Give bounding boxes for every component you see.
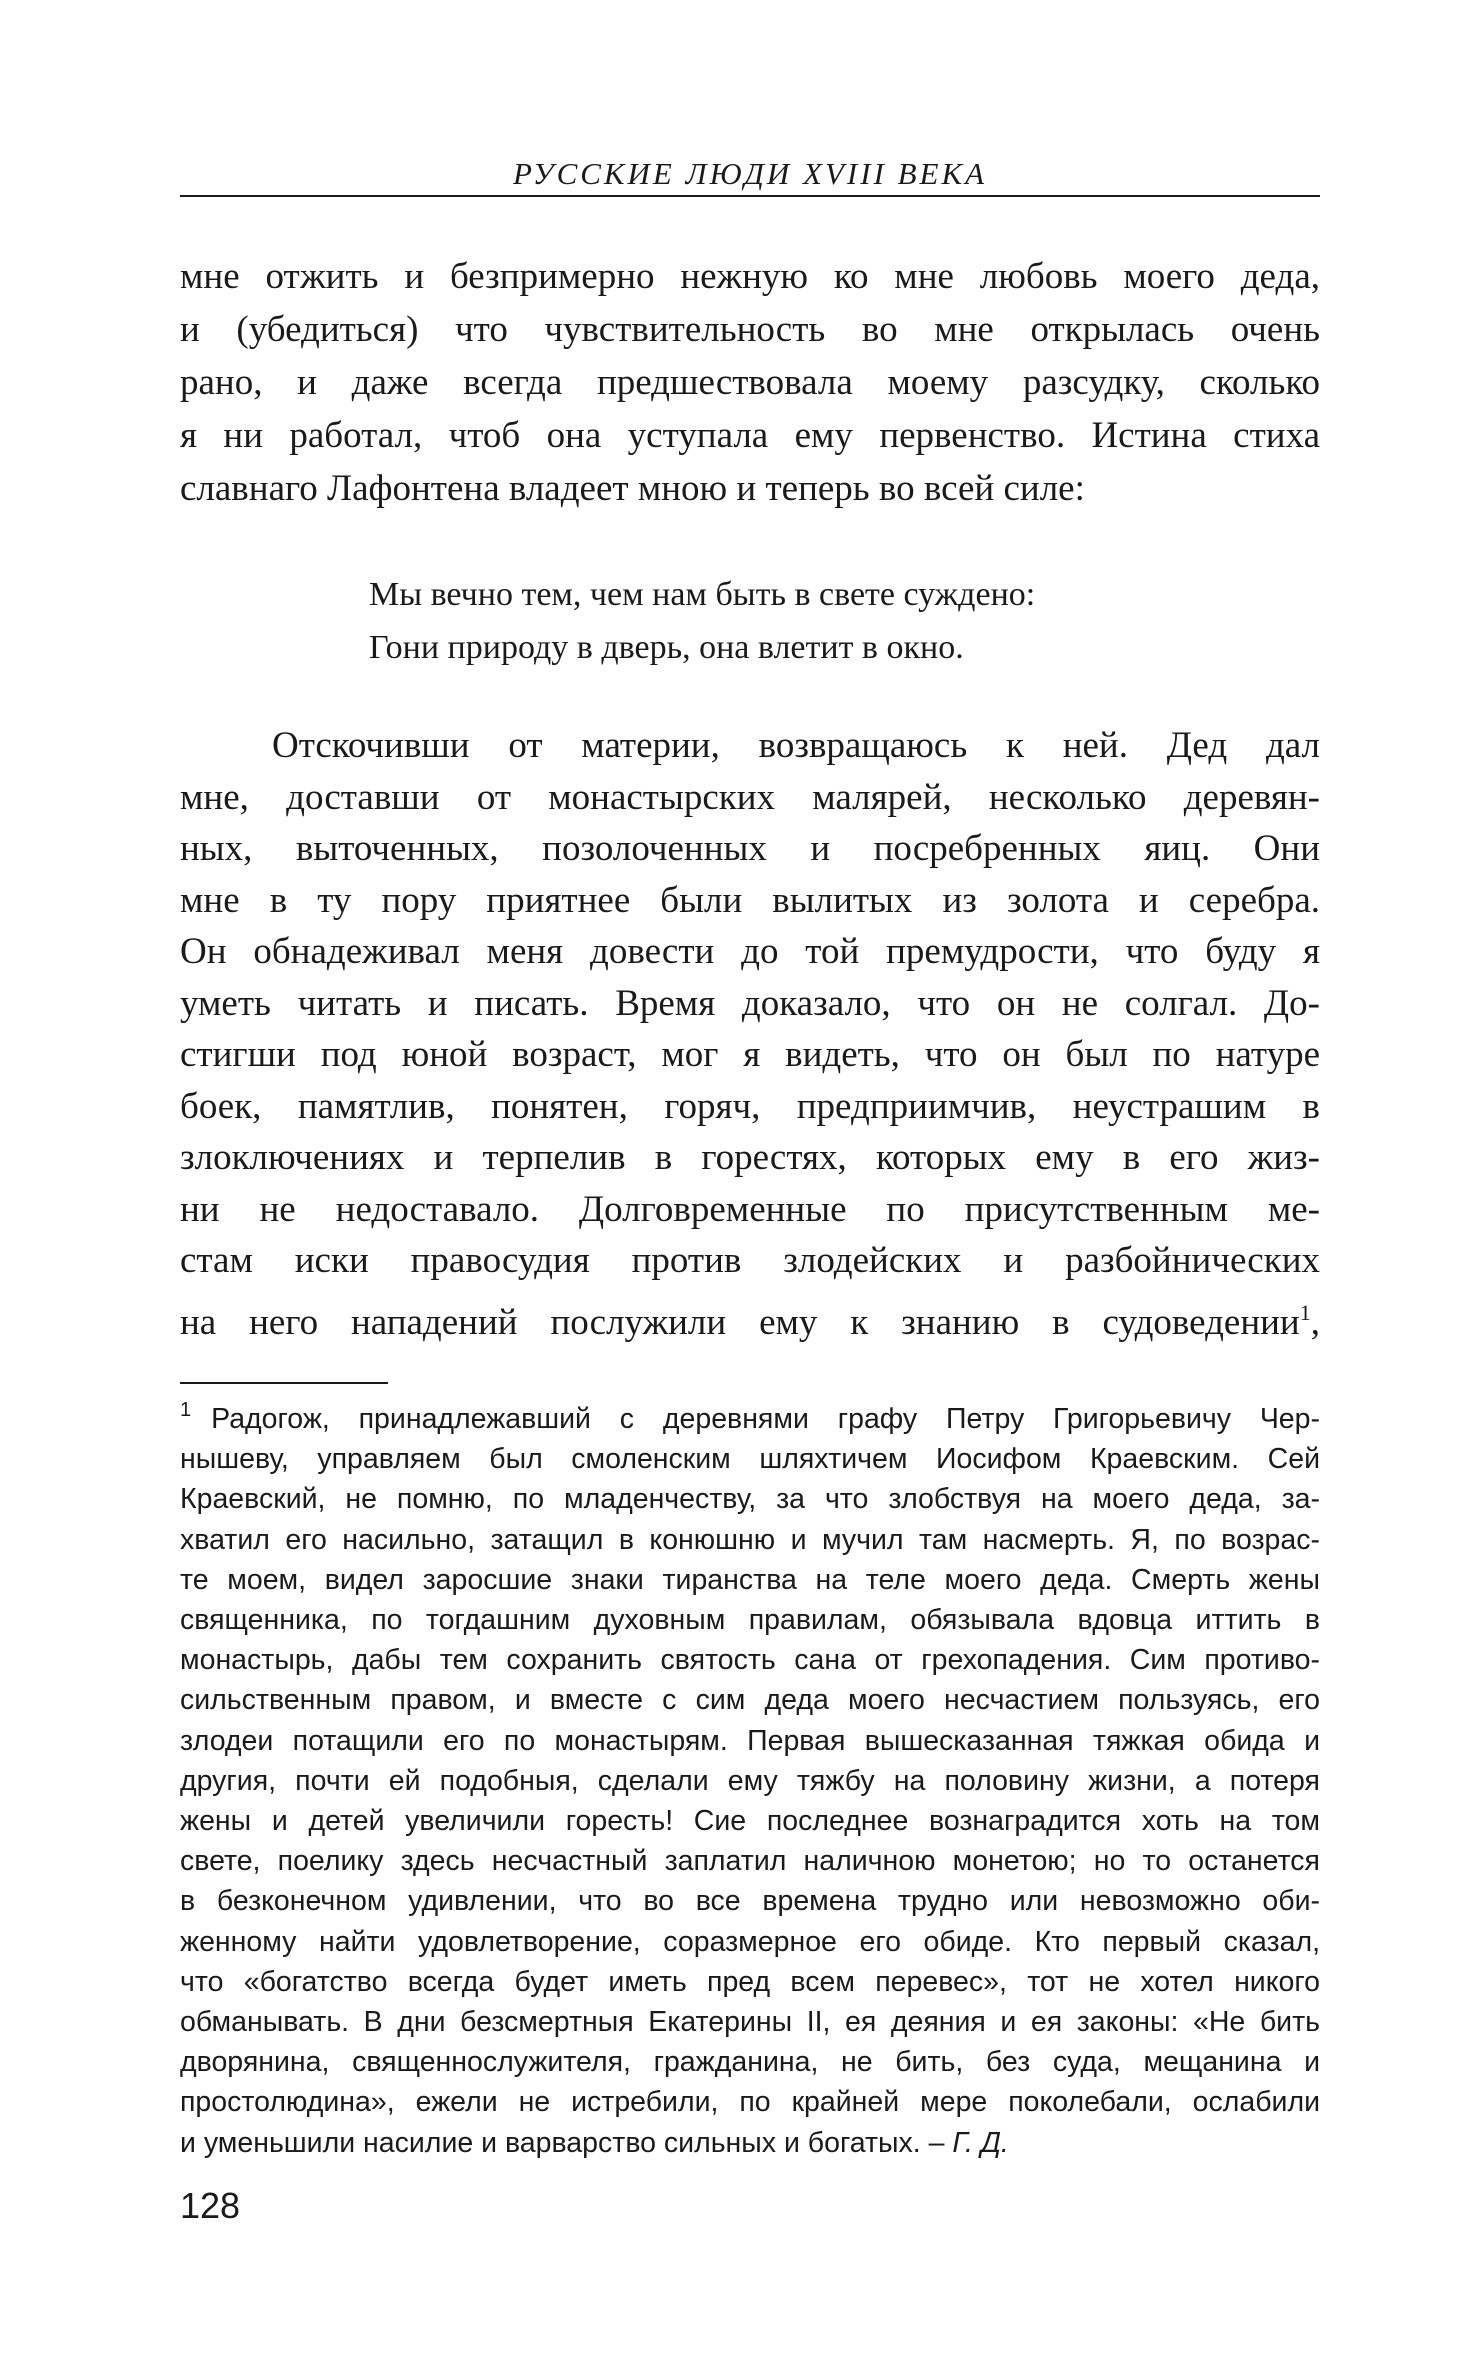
footnote-marker: 1 — [180, 1399, 192, 1421]
text-line: на него нападений послужили ему к знанию в судоведении — [180, 1301, 1300, 1343]
footnote-signature: Г. Д. — [952, 2126, 1009, 2159]
footnote-line: женному найти удовлетворение, соразмерное его обиде. Кто первый сказал, — [180, 1925, 1320, 1958]
footnote-line — [180, 2123, 1320, 2163]
footnote-line: простолюдина», ежели не истребили, по крайней мере поколебали, ослабили — [180, 2086, 1320, 2119]
footnote-line: злодеи потащили его по монастырям. Первая вышесказанная тяжкая обида и — [180, 1724, 1320, 1757]
footnote-line: дворянина, священнослужителя, гражданина, не бить, без суда, мещанина и — [180, 2046, 1320, 2079]
footnote-reference[interactable]: 1 — [1299, 1299, 1311, 1325]
page-number: 128 — [180, 2185, 241, 2226]
text-line: мне, доставши от монастырских малярей, несколько деревян- — [180, 776, 1320, 818]
text-line: славнаго Лафонтена владеет мною и теперь во всей силе: — [180, 468, 1085, 509]
footnote-line: жены и детей увеличили горесть! Сие последнее вознаградится хоть на том — [180, 1805, 1320, 1838]
footnote-line: монастырь, дабы тем сохранить святость сана от грехопадения. Сим противо- — [180, 1644, 1320, 1677]
text-line: боек, памятлив, понятен, горяч, предприимчив, неустрашим в — [180, 1085, 1320, 1127]
footnote-line: нышеву, управляем был смоленским шляхтичем Иосифом Краевским. Сей — [180, 1443, 1320, 1476]
running-head: РУССКИЕ ЛЮДИ XVIII ВЕКА — [512, 156, 988, 191]
footnote-line: хватил его насильно, затащил в конюшню и мучил там насмерть. Я, по возрас- — [180, 1523, 1320, 1556]
footnote-text: Радогож, принадлежавший с деревнями графу Петру Григорьевичу Чер- — [211, 1403, 1320, 1435]
text-line: ни не недоставало. Долговременные по присутственным ме- — [180, 1188, 1320, 1230]
footnote-rule — [180, 1382, 388, 1384]
text-line: стигши под юной возраст, мог я видеть, что он был по натуре — [180, 1034, 1320, 1075]
text-line: мне в ту пору приятнее были вылитых из золота и серебра. — [180, 879, 1320, 921]
text-line: Отскочивши от материи, возвращаюсь к ней. Дед дал — [272, 725, 1320, 766]
footnote-line: свете, поелику здесь несчастный заплатил наличною монетою; но то останется — [180, 1845, 1320, 1878]
text-line: Он обнадеживал меня довести до той премудрости, что буду я — [180, 931, 1320, 972]
opening-paragraph — [180, 250, 1320, 515]
line-tail: , — [1310, 1301, 1320, 1343]
verse-line: Мы вечно тем, чем нам быть в свете суждено: — [369, 576, 1036, 613]
footnote — [180, 1390, 1320, 2163]
text-line: рано, и даже всегда предшествовала моему разсудку, сколько — [180, 362, 1320, 403]
text-line: ных, выточенных, позолоченных и посребренных яиц. Они — [180, 828, 1320, 869]
text-line: стам иски правосудия против злодейских и разбойнических — [180, 1240, 1320, 1281]
footnote-line: сильственным правом, и вместе с сим деда моего несчастием пользуясь, его — [180, 1684, 1320, 1717]
text-line: уметь читать и писать. Время доказало, что он не солгал. До- — [180, 982, 1320, 1024]
text-line: я ни работал, чтоб она уступала ему первенство. Истина стиха — [180, 415, 1320, 456]
footnote-line — [180, 1390, 1320, 1439]
text-line: злоключениях и терпелив в горестях, которых ему в его жиз- — [180, 1137, 1320, 1178]
footnote-line: те моем, видел заросшие знаки тиранства на теле моего деда. Смерть жены — [180, 1563, 1320, 1596]
book-page — [180, 0, 1320, 2362]
footnote-line: в безконечном удивлении, что во все времена трудно или невозможно оби- — [180, 1885, 1320, 1918]
header-rule — [180, 195, 1320, 197]
footnote-line: Краевский, не помню, по младенчеству, за что злобствуя на моего деда, за- — [180, 1483, 1320, 1516]
footnote-line: что «богатство всегда будет иметь пред всем перевес», тот не хотел никого — [180, 1965, 1320, 1998]
text-line-with-footnote — [180, 1287, 1320, 1349]
footnote-line: другия, почти ей подобныя, сделали ему тяжбу на половину жизни, а потеря — [180, 1764, 1320, 1797]
footnote-line: обманывать. В дни безсмертныя Екатерины II, ея деяния и ея законы: «Не бить — [180, 2006, 1320, 2039]
verse-line: Гони природу в дверь, она влетит в окно. — [369, 629, 964, 666]
footnote-line: священника, по тогдашним духовным правилам, обязывала вдовца иттить в — [180, 1604, 1320, 1637]
footnote-text: и уменьшили насилие и варварство сильных и богатых. – — [180, 2126, 945, 2159]
verse-quote — [369, 568, 1320, 674]
text-line: мне отжить и безпримерно нежную ко мне любовь моего деда, — [180, 256, 1320, 297]
text-line: и (убедиться) что чувствительность во мне открылась очень — [180, 309, 1320, 350]
main-paragraph — [180, 720, 1320, 1348]
